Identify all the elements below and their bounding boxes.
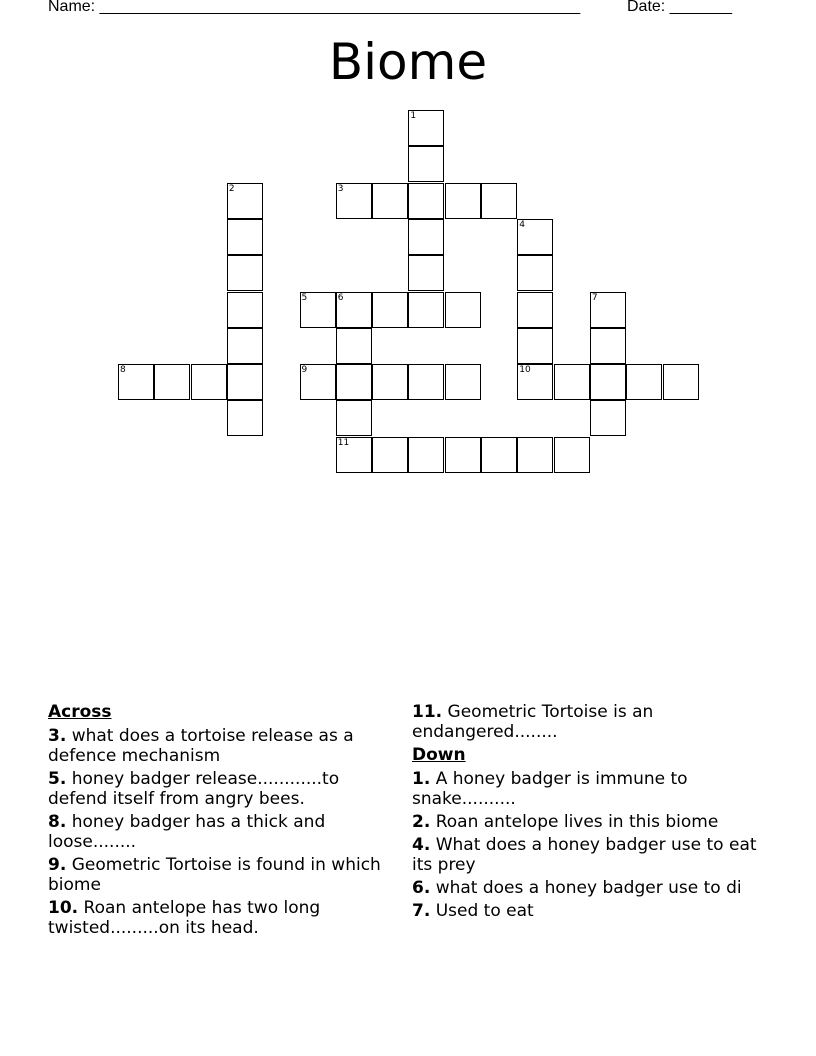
date-line: Date: _______ [627, 0, 732, 15]
grid-cell[interactable] [408, 255, 444, 291]
clue-text: honey badger release............to defend itself from angry bees. [48, 769, 340, 809]
grid-cell[interactable] [336, 292, 372, 328]
grid-cell[interactable] [517, 255, 553, 291]
clue-number: 8. [48, 812, 67, 832]
cell-number: 11 [337, 437, 350, 448]
grid-cell[interactable] [481, 437, 517, 473]
grid-cell[interactable] [408, 364, 444, 400]
name-line: Name: ______________________________________________________ [48, 0, 581, 15]
grid-cell[interactable] [154, 364, 190, 400]
across-clue-8 [48, 812, 393, 852]
grid-cell[interactable] [336, 437, 372, 473]
grid-cell[interactable] [336, 364, 372, 400]
grid-cell[interactable] [663, 364, 699, 400]
grid-cell[interactable] [227, 219, 263, 255]
clue-number: 9. [48, 855, 67, 875]
crossword-grid [0, 0, 816, 500]
grid-cell[interactable] [336, 328, 372, 364]
clue-text: honey badger has a thick and loose........ [48, 812, 326, 852]
cell-number: 2 [228, 183, 235, 194]
grid-cell[interactable] [408, 437, 444, 473]
grid-cell[interactable] [336, 400, 372, 436]
down-clue-6 [412, 878, 762, 898]
grid-cell[interactable] [227, 328, 263, 364]
grid-cell[interactable] [445, 437, 481, 473]
grid-cell[interactable] [191, 364, 227, 400]
grid-cell[interactable] [517, 219, 553, 255]
grid-cell[interactable] [517, 328, 553, 364]
across-clue-11 [412, 702, 762, 742]
grid-cell[interactable] [372, 292, 408, 328]
down-clue-1 [412, 769, 762, 809]
clue-text: Geometric Tortoise is an endangered........ [412, 702, 654, 742]
clue-text: What does a honey badger use to eat its prey [412, 835, 757, 875]
grid-cell[interactable] [445, 183, 481, 219]
grid-cell[interactable] [408, 146, 444, 182]
grid-cell[interactable] [227, 400, 263, 436]
clue-number: 1. [412, 769, 431, 789]
clue-text: Geometric Tortoise is found in which biome [48, 855, 381, 895]
clue-number: 6. [412, 878, 431, 898]
down-heading: Down [412, 745, 466, 765]
grid-cell[interactable] [300, 292, 336, 328]
cell-number: 1 [410, 111, 417, 121]
grid-cell[interactable] [481, 183, 517, 219]
across-clue-3 [48, 726, 393, 766]
grid-cell[interactable] [336, 183, 372, 219]
cell-number: 3 [337, 183, 344, 194]
grid-cell[interactable] [408, 219, 444, 255]
clue-number: 10. [48, 898, 79, 918]
grid-cell[interactable] [227, 364, 263, 400]
grid-cell[interactable] [554, 364, 590, 400]
across-clue-9 [48, 855, 393, 895]
grid-cell[interactable] [227, 255, 263, 291]
across-heading: Across [48, 702, 112, 722]
grid-cell[interactable] [372, 183, 408, 219]
grid-cell[interactable] [590, 292, 626, 328]
across-clue-5 [48, 769, 393, 809]
grid-cell[interactable] [408, 183, 444, 219]
down-clue-2 [412, 812, 762, 832]
grid-cell[interactable] [118, 364, 154, 400]
grid-cell[interactable] [554, 437, 590, 473]
down-clue-4 [412, 835, 762, 875]
grid-cell[interactable] [626, 364, 662, 400]
grid-cell[interactable] [227, 292, 263, 328]
clue-text: Roan antelope lives in this biome [435, 812, 719, 832]
grid-cell[interactable] [517, 292, 553, 328]
grid-cell[interactable] [590, 364, 626, 400]
grid-cell[interactable] [372, 437, 408, 473]
clue-text: A honey badger is immune to snake.......... [412, 769, 688, 809]
grid-cell[interactable] [227, 183, 263, 219]
cell-number: 9 [301, 365, 308, 376]
grid-cell[interactable] [517, 364, 553, 400]
down-clue-7 [412, 901, 762, 921]
cell-number: 4 [519, 219, 526, 230]
clue-text: Roan antelope has two long twisted.........on its head. [48, 898, 321, 938]
cell-number: 5 [301, 292, 308, 303]
clue-text: what does a tortoise release as a defence mechanism [48, 726, 354, 766]
grid-cell[interactable] [517, 437, 553, 473]
clue-number: 7. [412, 901, 431, 921]
grid-cell[interactable] [590, 328, 626, 364]
grid-cell[interactable] [408, 292, 444, 328]
clue-number: 4. [412, 835, 431, 855]
cell-number: 7 [591, 292, 598, 303]
cell-number: 10 [519, 365, 531, 376]
cell-number: 6 [337, 292, 344, 303]
grid-cell[interactable] [300, 364, 336, 400]
clue-number: 11. [412, 702, 443, 722]
clue-number: 3. [48, 726, 67, 746]
cell-number: 8 [120, 365, 126, 376]
grid-cell[interactable] [408, 110, 444, 146]
clues-right-column [412, 702, 762, 924]
clues-left-column [48, 702, 393, 941]
clue-number: 2. [412, 812, 431, 832]
grid-cell[interactable] [445, 292, 481, 328]
clue-number: 5. [48, 769, 67, 789]
grid-cell[interactable] [372, 364, 408, 400]
clue-text: Used to eat [435, 901, 534, 921]
clue-text: what does a honey badger use to di [435, 878, 742, 898]
grid-cell[interactable] [445, 364, 481, 400]
page-title: Biome [328, 33, 488, 91]
grid-cell[interactable] [590, 400, 626, 436]
across-clue-10 [48, 898, 393, 938]
